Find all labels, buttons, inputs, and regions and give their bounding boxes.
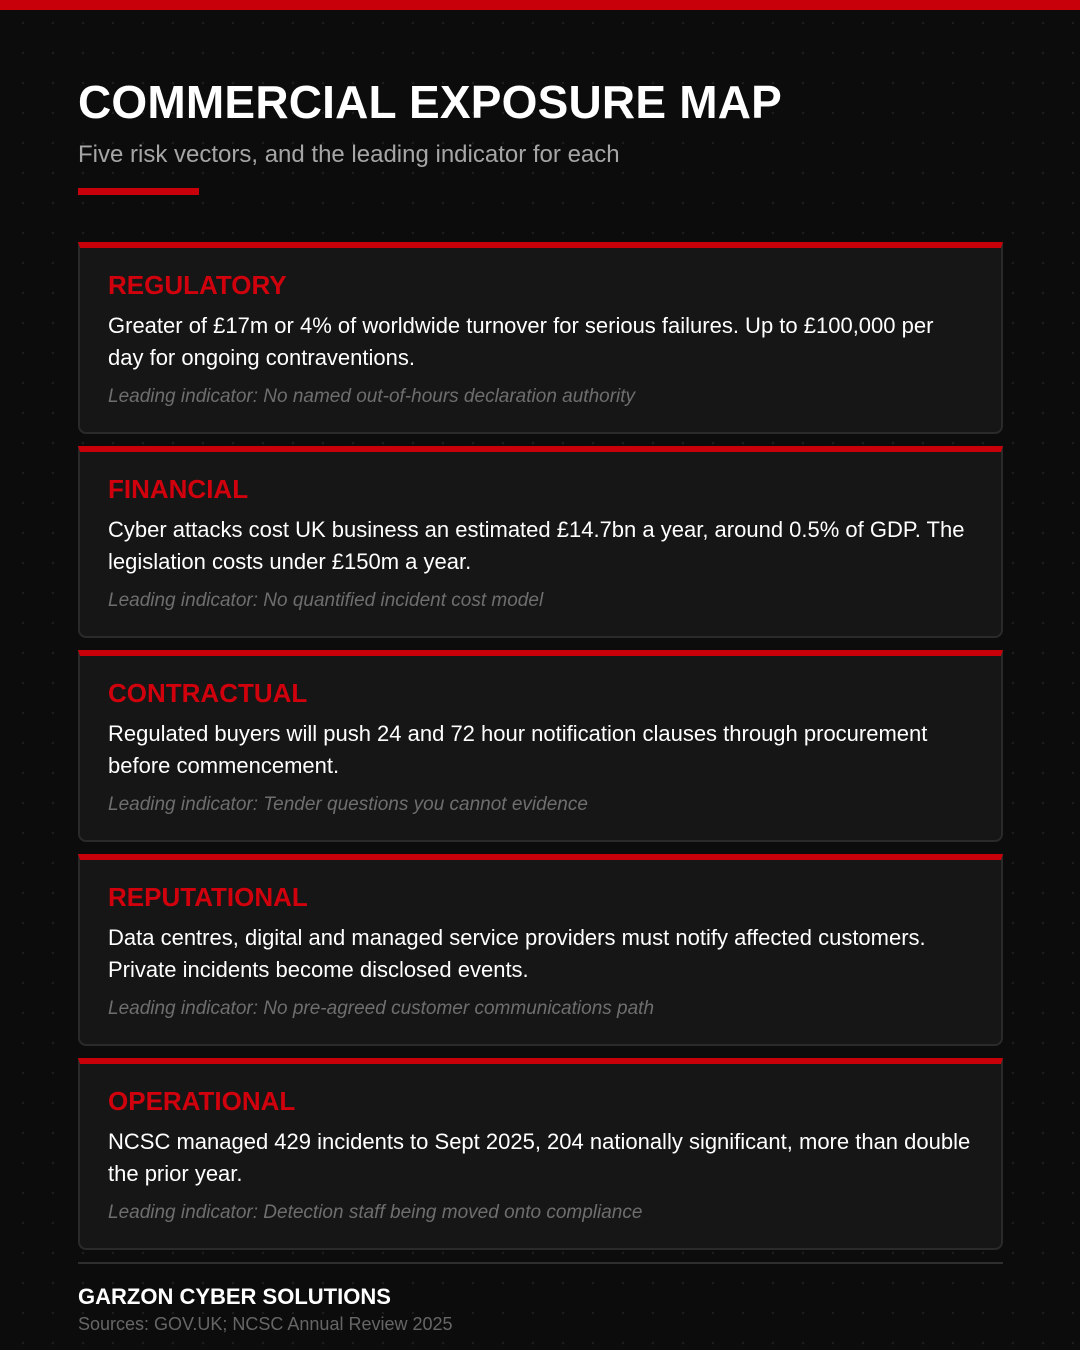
card-title: OPERATIONAL xyxy=(108,1086,296,1116)
card-description: Data centres, digital and managed service providers must notify affected customers. Private incidents become disclosed events. xyxy=(108,925,926,982)
risk-card-list xyxy=(78,242,1003,1262)
card-leading-indicator: Leading indicator: No quantified incident cost model xyxy=(108,590,544,611)
card-description: Cyber attacks cost UK business an estimated £14.7bn a year, around 0.5% of GDP. The legislation costs under £150m a year. xyxy=(108,517,965,574)
card-title: REGULATORY xyxy=(108,270,287,300)
risk-card-operational xyxy=(78,1058,1003,1250)
footer-sources: Sources: GOV.UK; NCSC Annual Review 2025 xyxy=(78,1314,453,1334)
page-subtitle: Five risk vectors, and the leading indicator for each xyxy=(78,141,620,168)
footer-divider xyxy=(78,1262,1003,1264)
risk-card-reputational xyxy=(78,854,1003,1046)
card-title: REPUTATIONAL xyxy=(108,882,308,912)
card-leading-indicator: Leading indicator: No pre-agreed customer communications path xyxy=(108,998,655,1019)
risk-card-contractual xyxy=(78,650,1003,842)
card-description: Regulated buyers will push 24 and 72 hour notification clauses through procurement before commencement. xyxy=(108,721,928,778)
card-title: FINANCIAL xyxy=(108,474,249,504)
page-title: COMMERCIAL EXPOSURE MAP xyxy=(78,76,783,128)
risk-card-regulatory xyxy=(78,242,1003,434)
card-description: Greater of £17m or 4% of worldwide turnover for serious failures. Up to £100,000 per day for ongoing contraventions. xyxy=(108,313,934,370)
card-title: CONTRACTUAL xyxy=(108,678,308,708)
top-accent-bar xyxy=(0,0,1080,10)
card-leading-indicator: Leading indicator: Detection staff being moved onto compliance xyxy=(108,1202,643,1223)
risk-card-financial xyxy=(78,446,1003,638)
footer-brand: GARZON CYBER SOLUTIONS xyxy=(78,1284,391,1309)
card-leading-indicator: Leading indicator: Tender questions you cannot evidence xyxy=(108,794,588,815)
title-underline xyxy=(78,188,199,195)
card-description: NCSC managed 429 incidents to Sept 2025, 204 nationally significant, more than double the prior year. xyxy=(108,1129,971,1186)
card-leading-indicator: Leading indicator: No named out-of-hours declaration authority xyxy=(108,386,636,407)
